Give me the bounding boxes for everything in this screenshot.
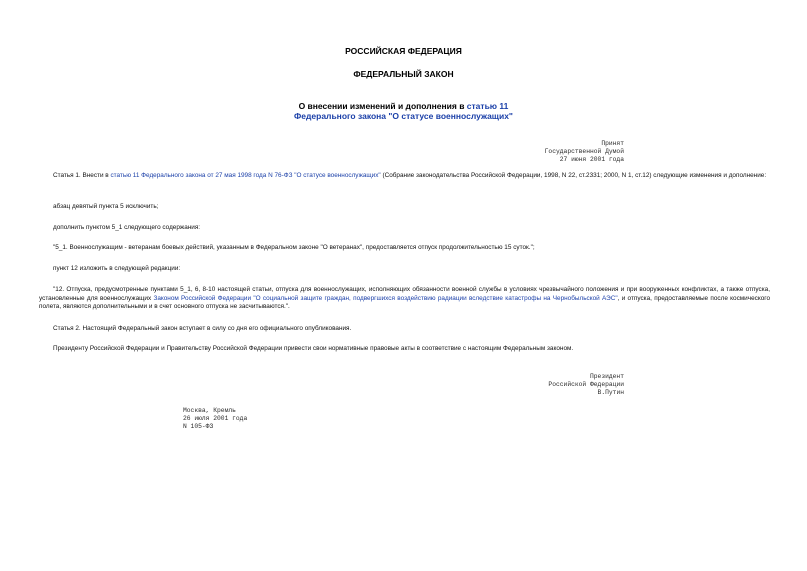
- item-12-suffix: , и отпуска, предоставляемые после космического полета, являются дополнительными и в счет основного отпуска не засчитываются.".: [39, 294, 770, 311]
- item-add-paragraph: дополнить пунктом 5_1 следующего содержания:: [53, 224, 201, 231]
- article-1-prefix: Статья 1. Внести в: [53, 172, 111, 179]
- item-5-1-paragraph: "5_1. Военнослужащим - ветеранам боевых действий, указанным в Федеральном законе "О ветеранах", предоставляется отпуск продолжительностью 15 суток.";: [53, 244, 535, 251]
- place-line: Москва, Кремль: [183, 407, 236, 414]
- item-remove-paragraph: абзац девятый пункта 5 исключить;: [53, 203, 159, 210]
- federal-law-76-link[interactable]: статью 11 Федерального закона от 27 мая 1998 года N 76-ФЗ "О статусе военнослужащих": [110, 172, 381, 179]
- place-date-block: [183, 407, 247, 431]
- country-heading: РОССИЙСКАЯ ФЕДЕРАЦИЯ: [345, 46, 462, 56]
- adoption-line1: Принят: [601, 140, 624, 147]
- signature-title: Президент: [589, 373, 624, 380]
- adoption-line2: Государственной Думой: [544, 148, 624, 155]
- law-title-line2: [0, 111, 807, 121]
- article-1-paragraph: [39, 172, 770, 181]
- adoption-block: [545, 140, 624, 164]
- law-number: N 105-ФЗ: [183, 423, 214, 430]
- item-12-text-paragraph: [39, 286, 770, 312]
- signature-name: В.Путин: [597, 389, 624, 396]
- signature-country: Российской Федерации: [548, 381, 624, 388]
- signing-date: 26 июля 2001 года: [183, 415, 248, 422]
- article-11-link[interactable]: статью 11: [466, 101, 509, 111]
- adoption-date: 27 июня 2001 года: [559, 156, 624, 163]
- signature-block: [548, 373, 624, 397]
- law-on-military-status-link[interactable]: Федерального закона "О статусе военнослужащих": [294, 111, 513, 121]
- chernobyl-law-link[interactable]: Законом Российской Федерации "О социальной защите граждан, подвергшихся воздействию радиации вследствие катастрофы на Чернобыльской АЭС": [153, 294, 618, 302]
- law-title-line1: [0, 101, 807, 111]
- closing-paragraph: Президенту Российской Федерации и Правительству Российской Федерации привести свои нормативные правовые акты в соответствие с настоящим Федеральным законом.: [53, 345, 574, 352]
- article-2-paragraph: Статья 2. Настоящий Федеральный закон вступает в силу со дня его официального опубликования.: [53, 325, 352, 332]
- item-12-intro-paragraph: пункт 12 изложить в следующей редакции:: [53, 265, 181, 272]
- law-title-text: О внесении изменений и дополнения в: [298, 101, 467, 111]
- item-12-prefix: "12. Отпуска, предусмотренные пунктами 5_1, 6, 8-10 настоящей статьи, отпуска для военнослужащих, исполняющих обязанности военной службы в условиях чрезвычайного положения и при вооруженных конфликтах, а также отпуска, установленные для военнослужащих: [39, 286, 770, 302]
- article-1-suffix: (Собрание законодательства Российской Федерации, 1998, N 22, ст.2331; 2000, N 1, ст.12) следующие изменения и дополнение:: [380, 172, 767, 179]
- law-type-heading: ФЕДЕРАЛЬНЫЙ ЗАКОН: [353, 69, 454, 79]
